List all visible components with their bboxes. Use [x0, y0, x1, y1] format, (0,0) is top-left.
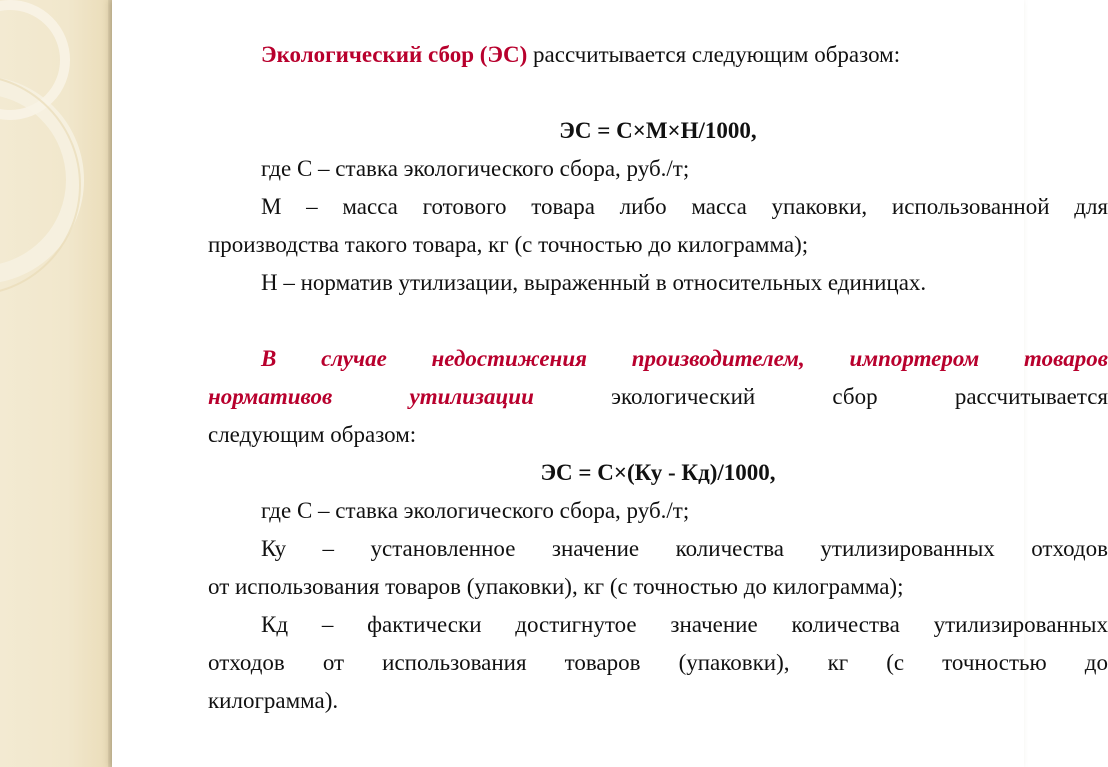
intro-sentence: Экологический сбор (ЭС) рассчитывается следующим образом: — [261, 42, 901, 67]
def-c: где С – ставка экологического сбора, руб./т; — [261, 156, 690, 181]
def-ku-line2: от использования товаров (упаковки), кг (с точностью до килограмма); — [208, 574, 904, 599]
def2-c: где С – ставка экологического сбора, руб./т; — [261, 498, 690, 523]
def-m-line2: производства такого товара, кг (с точностью до килограмма); — [208, 232, 809, 257]
term-utilization-norms: нормативов утилизации — [208, 384, 534, 409]
term-ecological-fee: Экологический сбор (ЭС) — [261, 42, 528, 67]
spacer — [208, 302, 1108, 340]
def-m-line1: М – масса готового товара либо масса упаковки, использованной для — [261, 194, 1108, 219]
def-kd-line1: Кд – фактически достигнутое значение количества утилизированных — [261, 612, 1108, 637]
def-ku-line1: Ку – установленное значение количества утилизированных отходов — [261, 536, 1108, 561]
slide — [112, 0, 1108, 767]
def-kd-line3: килограмма). — [208, 688, 339, 713]
condition-line1: В случае недостижения производителем, импортером товаров — [261, 346, 1108, 371]
def-n: Н – норматив утилизации, выраженный в относительных единицах. — [261, 270, 927, 295]
slide-body — [208, 36, 1108, 720]
condition-line3: следующим образом: — [208, 422, 417, 447]
spacer — [208, 74, 1108, 112]
formula-2: ЭС = С×(Ку - Кд)/1000, — [540, 460, 776, 485]
def-kd-line2: отходов от использования товаров (упаковки), кг (с точностью до — [208, 650, 1108, 675]
condition-line2: нормативов утилизации экологический сбор рассчитывается — [208, 384, 1108, 409]
formula-1: ЭС = С×М×Н/1000, — [559, 118, 757, 143]
